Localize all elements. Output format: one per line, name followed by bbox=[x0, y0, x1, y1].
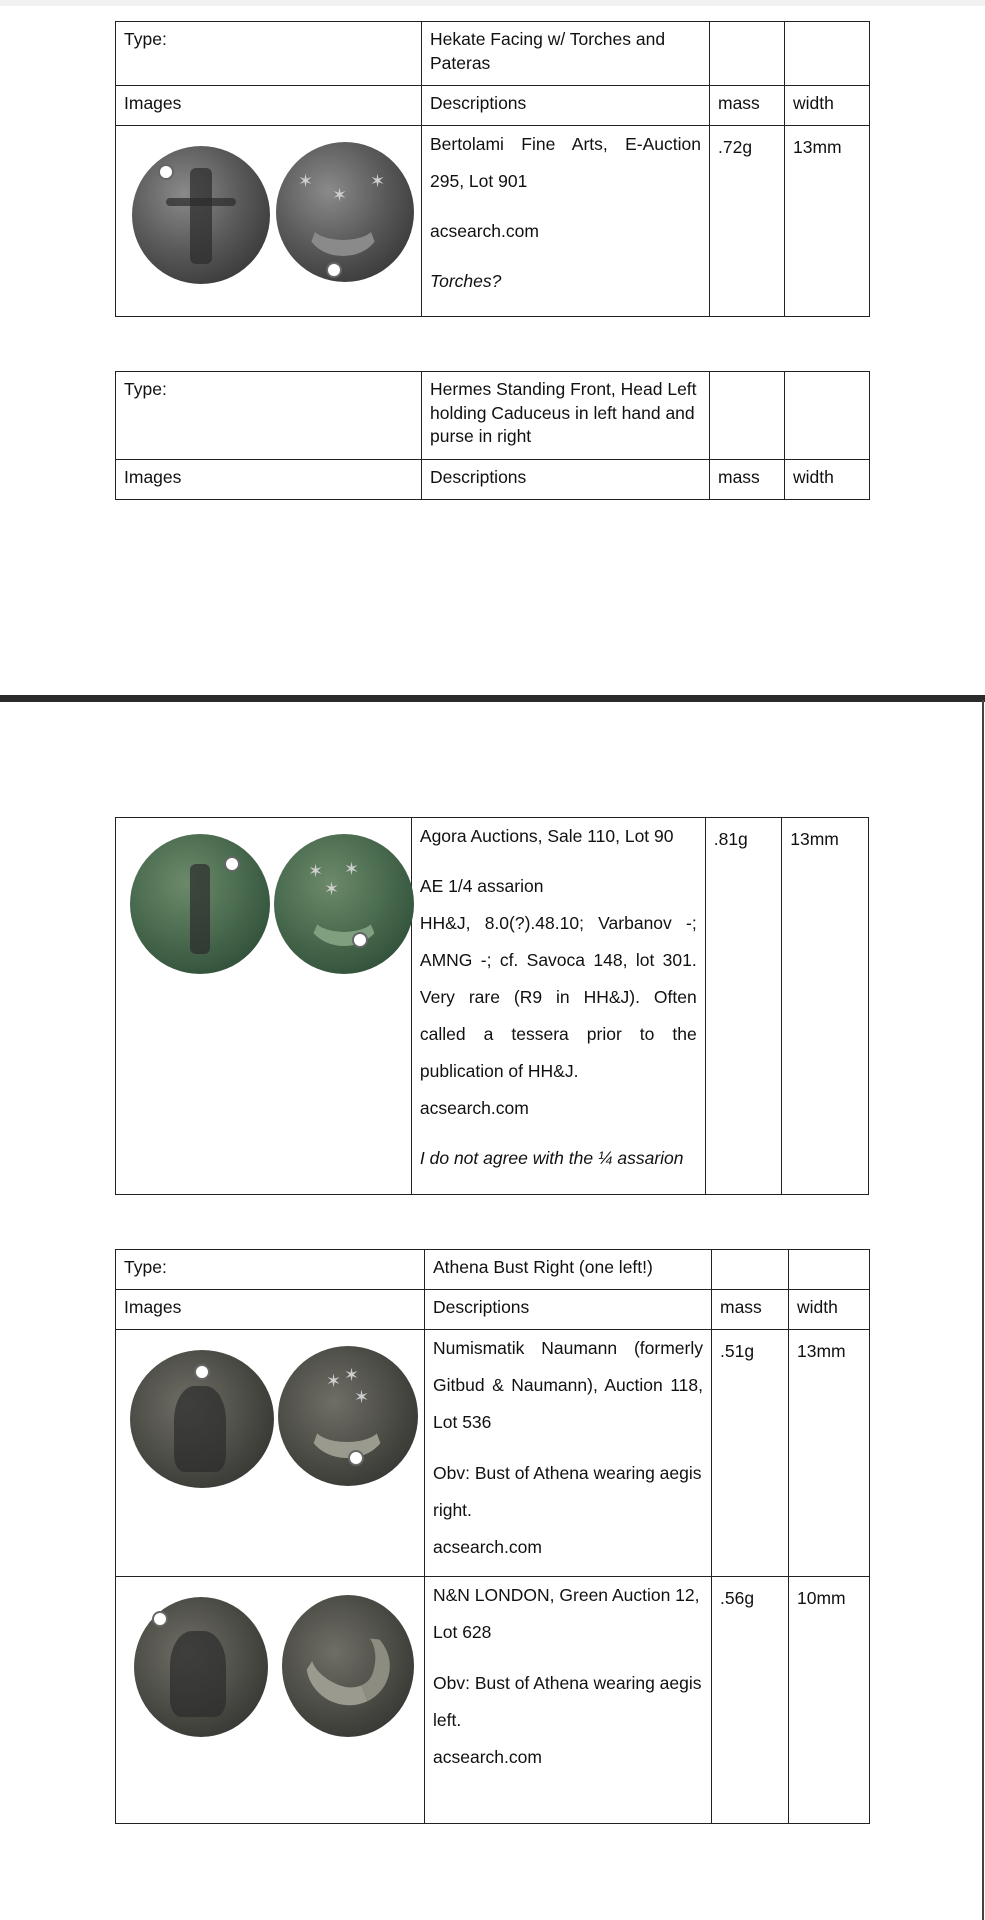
star-icon: ✶ bbox=[332, 185, 348, 205]
coin-images bbox=[116, 1577, 425, 1824]
crescent-icon bbox=[295, 1613, 401, 1717]
header-width: width bbox=[785, 460, 870, 500]
header-images: Images bbox=[116, 86, 422, 126]
type-label: Type: bbox=[116, 1250, 425, 1290]
header-descriptions: Descriptions bbox=[422, 460, 710, 500]
header-mass: mass bbox=[712, 1290, 789, 1330]
page-edge bbox=[982, 700, 984, 1920]
coin-description: Bertolami Fine Arts, E-Auction 295, Lot 901 acsearch.com Torches? bbox=[422, 126, 710, 317]
coin-images bbox=[116, 818, 412, 1195]
star-icon: ✶ bbox=[298, 171, 314, 191]
coin-obverse-image bbox=[134, 1597, 268, 1737]
star-icon: ✶ bbox=[308, 861, 324, 881]
coin-table-hermes bbox=[115, 371, 870, 500]
star-icon: ✶ bbox=[344, 859, 360, 879]
star-icon: ✶ bbox=[324, 879, 340, 899]
coin-reverse-image bbox=[278, 1346, 418, 1486]
header-descriptions: Descriptions bbox=[422, 86, 710, 126]
header-descriptions: Descriptions bbox=[425, 1290, 712, 1330]
crescent-icon bbox=[308, 1396, 386, 1458]
header-mass: mass bbox=[710, 460, 785, 500]
star-icon: ✶ bbox=[354, 1387, 370, 1407]
crescent-icon bbox=[308, 890, 380, 946]
coin-width: 10mm bbox=[789, 1577, 870, 1824]
crescent-icon bbox=[306, 196, 380, 256]
coin-width: 13mm bbox=[789, 1330, 870, 1577]
type-label: Type: bbox=[116, 22, 422, 86]
coin-description: N&N LONDON, Green Auction 12, Lot 628 Obv: Bust of Athena wearing aegis left. acsearch.com bbox=[425, 1577, 712, 1824]
coin-mass: .56g bbox=[712, 1577, 789, 1824]
header-width: width bbox=[785, 86, 870, 126]
coin-mass: .72g bbox=[710, 126, 785, 317]
type-value: Athena Bust Right (one left!) bbox=[425, 1250, 712, 1290]
coin-mass: .51g bbox=[712, 1330, 789, 1577]
coin-width: 13mm bbox=[785, 126, 870, 317]
coin-description: Agora Auctions, Sale 110, Lot 90 AE 1/4 assarion HH&J, 8.0(?).48.10; Varbanov -; AMNG -; cf. Savoca 148, lot 301. Very rare (R9 in HH&J). Often called a tessera prior to the publication of HH&J. acsearch.com I do not agree with the ¼ assarion bbox=[411, 818, 705, 1195]
coin-mass: .81g bbox=[705, 818, 782, 1195]
type-label: Type: bbox=[116, 372, 422, 460]
type-value: Hekate Facing w/ Torches and Pateras bbox=[422, 22, 710, 86]
type-value: Hermes Standing Front, Head Left holding Caduceus in left hand and purse in right bbox=[422, 372, 710, 460]
coin-obverse-image bbox=[130, 834, 270, 974]
header-images: Images bbox=[116, 1290, 425, 1330]
coin-reverse-image bbox=[274, 834, 414, 974]
coin-obverse-image bbox=[130, 1350, 274, 1488]
coin-width: 13mm bbox=[782, 818, 869, 1195]
coin-reverse-image bbox=[276, 142, 414, 282]
coin-description: Numismatik Naumann (formerly Gitbud & Naumann), Auction 118, Lot 536 Obv: Bust of Athena wearing aegis right. acsearch.com bbox=[425, 1330, 712, 1577]
coin-reverse-image bbox=[282, 1595, 414, 1737]
page-top-edge bbox=[0, 0, 985, 6]
header-mass: mass bbox=[710, 86, 785, 126]
header-width: width bbox=[789, 1290, 870, 1330]
header-images: Images bbox=[116, 460, 422, 500]
coin-obverse-image bbox=[132, 146, 270, 284]
star-icon: ✶ bbox=[344, 1365, 360, 1385]
star-icon: ✶ bbox=[370, 171, 386, 191]
coin-images bbox=[116, 1330, 425, 1577]
coin-table-athena bbox=[115, 1249, 870, 1824]
star-icon: ✶ bbox=[326, 1371, 342, 1391]
coin-images bbox=[116, 126, 422, 317]
coin-table-hermes-continued bbox=[115, 817, 869, 1195]
coin-table-hekate bbox=[115, 21, 870, 317]
page-break bbox=[0, 695, 985, 702]
